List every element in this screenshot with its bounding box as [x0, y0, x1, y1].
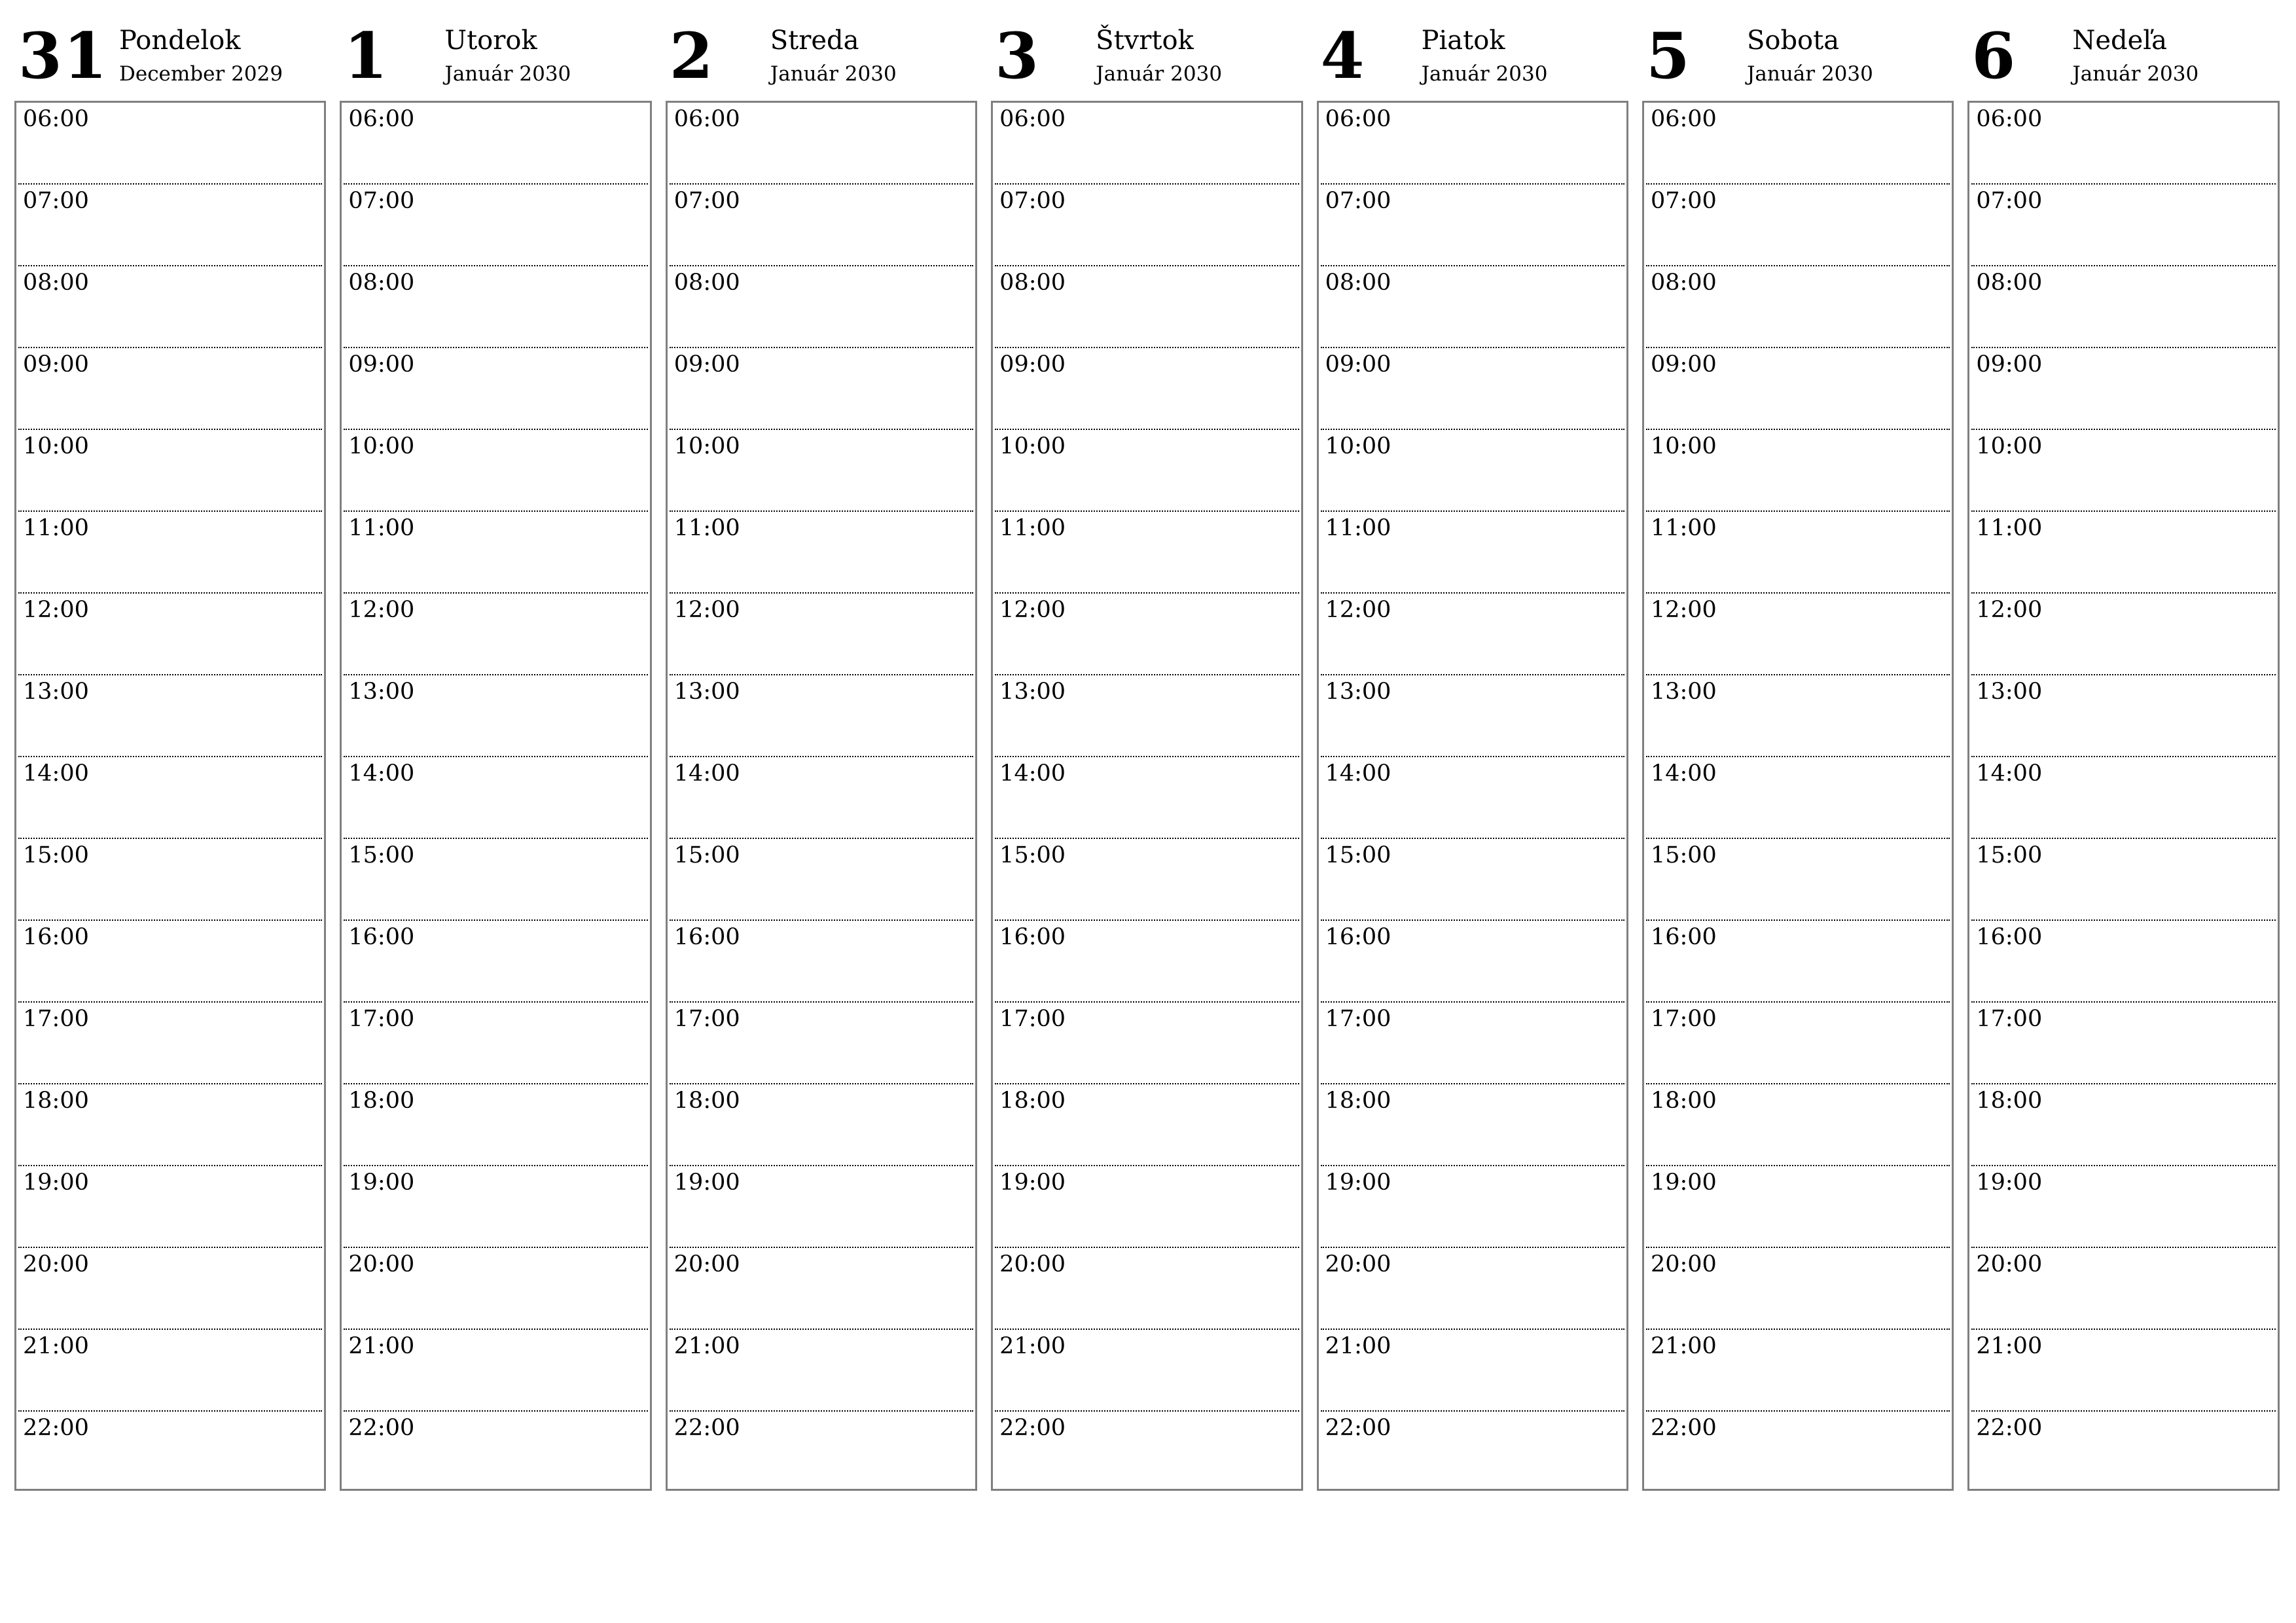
day-month: December 2029	[119, 62, 283, 86]
time-label: 18:00	[999, 1088, 1066, 1114]
time-label: 11:00	[1976, 515, 2043, 541]
day-month: Január 2030	[1096, 62, 1223, 86]
time-slot	[1646, 757, 1950, 839]
time-slot	[668, 1412, 975, 1493]
time-label: 14:00	[1325, 760, 1391, 787]
time-label: 22:00	[23, 1415, 89, 1441]
time-slot	[344, 1084, 647, 1166]
time-label: 14:00	[1650, 760, 1717, 787]
time-slot	[1971, 594, 2275, 675]
day-number: 5	[1645, 19, 1691, 93]
time-slot	[1969, 1412, 2277, 1493]
time-slot	[1321, 1248, 1624, 1330]
time-label: 16:00	[1650, 924, 1717, 950]
time-slot	[18, 675, 322, 757]
time-label: 07:00	[999, 188, 1066, 214]
time-label: 14:00	[999, 760, 1066, 787]
day-number: 6	[1971, 19, 2017, 93]
time-label: 16:00	[1976, 924, 2043, 950]
time-slot	[344, 839, 647, 921]
day-name: Piatok	[1421, 26, 1505, 56]
day-schedule-box	[14, 101, 326, 1491]
day-name: Streda	[770, 26, 859, 56]
time-slot	[344, 512, 647, 594]
time-label: 17:00	[1325, 1006, 1391, 1032]
time-label: 21:00	[23, 1333, 89, 1359]
time-label: 12:00	[23, 597, 89, 623]
time-slot	[1646, 348, 1950, 430]
time-slot	[995, 266, 1299, 348]
day-name: Sobota	[1746, 26, 1840, 56]
time-label: 08:00	[1650, 270, 1717, 296]
time-slot	[1971, 757, 2275, 839]
time-label: 10:00	[348, 433, 415, 459]
time-slot	[1646, 1248, 1950, 1330]
time-label: 19:00	[1976, 1169, 2043, 1196]
time-label: 19:00	[1650, 1169, 1717, 1196]
time-slot	[16, 1412, 324, 1493]
time-label: 06:00	[1650, 106, 1717, 132]
time-slot	[344, 921, 647, 1003]
time-slot	[1971, 1248, 2275, 1330]
time-label: 15:00	[23, 842, 89, 868]
time-slot	[1646, 675, 1950, 757]
time-label: 17:00	[999, 1006, 1066, 1032]
time-label: 18:00	[23, 1088, 89, 1114]
time-label: 20:00	[1976, 1251, 2043, 1277]
day-number: 4	[1320, 19, 1366, 93]
time-slot	[1321, 839, 1624, 921]
time-slot	[670, 675, 973, 757]
time-label: 10:00	[1650, 433, 1717, 459]
time-slot	[1646, 430, 1950, 512]
day-name: Pondelok	[119, 26, 241, 56]
time-slot	[1646, 185, 1950, 266]
time-slot	[344, 1330, 647, 1412]
time-label: 07:00	[23, 188, 89, 214]
time-slot	[670, 1084, 973, 1166]
time-slot	[18, 594, 322, 675]
time-slot	[1321, 266, 1624, 348]
day-month: Január 2030	[444, 62, 571, 86]
time-label: 13:00	[999, 679, 1066, 705]
time-label: 06:00	[1976, 106, 2043, 132]
day-header	[340, 20, 651, 101]
time-label: 18:00	[1650, 1088, 1717, 1114]
time-label: 10:00	[999, 433, 1066, 459]
time-label: 08:00	[1325, 270, 1391, 296]
time-label: 15:00	[1976, 842, 2043, 868]
time-label: 17:00	[1650, 1006, 1717, 1032]
time-label: 09:00	[1325, 351, 1391, 378]
day-header	[666, 20, 977, 101]
time-slot	[1321, 594, 1624, 675]
time-slot	[1321, 921, 1624, 1003]
time-label: 15:00	[1325, 842, 1391, 868]
time-label: 22:00	[1976, 1415, 2043, 1441]
day-header	[991, 20, 1302, 101]
time-slot	[18, 1248, 322, 1330]
time-label: 21:00	[1325, 1333, 1391, 1359]
time-slot	[993, 1412, 1300, 1493]
time-slot	[1646, 266, 1950, 348]
time-label: 21:00	[1650, 1333, 1717, 1359]
time-label: 21:00	[999, 1333, 1066, 1359]
time-slot	[18, 839, 322, 921]
time-slot	[344, 266, 647, 348]
time-slot	[1646, 1166, 1950, 1248]
time-label: 13:00	[1325, 679, 1391, 705]
time-slot	[1321, 430, 1624, 512]
time-label: 07:00	[1976, 188, 2043, 214]
time-slot	[1971, 921, 2275, 1003]
time-label: 17:00	[673, 1006, 740, 1032]
time-label: 18:00	[348, 1088, 415, 1114]
time-label: 17:00	[23, 1006, 89, 1032]
time-label: 12:00	[673, 597, 740, 623]
time-label: 20:00	[1325, 1251, 1391, 1277]
time-slot	[1321, 348, 1624, 430]
time-label: 11:00	[673, 515, 740, 541]
time-slot	[1646, 1330, 1950, 1412]
time-slot	[1646, 1084, 1950, 1166]
time-label: 19:00	[348, 1169, 415, 1196]
time-slot	[18, 921, 322, 1003]
time-label: 08:00	[999, 270, 1066, 296]
time-slot	[995, 1166, 1299, 1248]
time-slot	[18, 1166, 322, 1248]
time-label: 14:00	[673, 760, 740, 787]
time-label: 21:00	[673, 1333, 740, 1359]
time-slot	[1646, 594, 1950, 675]
time-slot	[1646, 1003, 1950, 1084]
time-label: 07:00	[1325, 188, 1391, 214]
time-label: 16:00	[348, 924, 415, 950]
time-label: 14:00	[348, 760, 415, 787]
day-schedule-box	[1967, 101, 2279, 1491]
time-label: 06:00	[999, 106, 1066, 132]
time-label: 12:00	[1325, 597, 1391, 623]
time-label: 14:00	[1976, 760, 2043, 787]
time-slot	[1971, 675, 2275, 757]
time-label: 06:00	[673, 106, 740, 132]
time-slot	[670, 185, 973, 266]
day-month: Január 2030	[2072, 62, 2199, 86]
time-slot	[995, 1330, 1299, 1412]
time-label: 09:00	[673, 351, 740, 378]
time-slot	[995, 185, 1299, 266]
time-label: 22:00	[348, 1415, 415, 1441]
time-slot	[1321, 675, 1624, 757]
time-slot	[1971, 1003, 2275, 1084]
time-slot	[344, 430, 647, 512]
time-label: 06:00	[348, 106, 415, 132]
time-slot	[995, 594, 1299, 675]
time-slot	[18, 266, 322, 348]
time-label: 17:00	[348, 1006, 415, 1032]
time-slot	[1971, 839, 2275, 921]
time-label: 10:00	[673, 433, 740, 459]
time-slot	[995, 1248, 1299, 1330]
time-label: 09:00	[1976, 351, 2043, 378]
time-slot	[18, 103, 322, 185]
day-number: 2	[669, 19, 715, 93]
time-label: 22:00	[673, 1415, 740, 1441]
time-label: 12:00	[1650, 597, 1717, 623]
time-slot	[1321, 1166, 1624, 1248]
time-slot	[1321, 1003, 1624, 1084]
time-label: 06:00	[23, 106, 89, 132]
time-slot	[1321, 757, 1624, 839]
time-slot	[670, 1003, 973, 1084]
day-schedule-box	[340, 101, 651, 1491]
day-column	[1967, 20, 2279, 1491]
time-label: 08:00	[348, 270, 415, 296]
time-slot	[344, 1248, 647, 1330]
time-label: 11:00	[23, 515, 89, 541]
time-label: 19:00	[673, 1169, 740, 1196]
day-column	[1642, 20, 1954, 1491]
time-label: 08:00	[1976, 270, 2043, 296]
time-label: 13:00	[1650, 679, 1717, 705]
day-schedule-box	[666, 101, 977, 1491]
time-slot	[18, 1003, 322, 1084]
time-slot	[995, 839, 1299, 921]
time-label: 18:00	[673, 1088, 740, 1114]
time-label: 18:00	[1325, 1088, 1391, 1114]
time-slot	[995, 921, 1299, 1003]
time-label: 15:00	[673, 842, 740, 868]
time-label: 16:00	[673, 924, 740, 950]
time-label: 20:00	[999, 1251, 1066, 1277]
time-label: 22:00	[1650, 1415, 1717, 1441]
time-slot	[1971, 430, 2275, 512]
time-slot	[670, 266, 973, 348]
time-slot	[1971, 266, 2275, 348]
time-label: 21:00	[348, 1333, 415, 1359]
day-header	[1967, 20, 2279, 101]
day-column	[666, 20, 977, 1491]
time-slot	[1971, 103, 2275, 185]
time-label: 09:00	[1650, 351, 1717, 378]
time-slot	[670, 1248, 973, 1330]
day-number: 3	[995, 19, 1040, 93]
time-label: 08:00	[673, 270, 740, 296]
time-slot	[1646, 839, 1950, 921]
time-slot	[995, 1084, 1299, 1166]
time-slot	[670, 430, 973, 512]
time-label: 12:00	[348, 597, 415, 623]
time-slot	[670, 103, 973, 185]
time-label: 08:00	[23, 270, 89, 296]
time-label: 18:00	[1976, 1088, 2043, 1114]
time-slot	[18, 1084, 322, 1166]
day-name: Nedeľa	[2072, 26, 2167, 56]
time-label: 22:00	[999, 1415, 1066, 1441]
time-slot	[995, 348, 1299, 430]
day-header	[1317, 20, 1628, 101]
time-label: 16:00	[1325, 924, 1391, 950]
time-slot	[670, 921, 973, 1003]
time-slot	[1319, 1412, 1626, 1493]
time-label: 19:00	[999, 1169, 1066, 1196]
time-slot	[344, 185, 647, 266]
day-column	[991, 20, 1302, 1491]
time-slot	[670, 594, 973, 675]
time-slot	[18, 512, 322, 594]
time-label: 15:00	[348, 842, 415, 868]
time-label: 09:00	[23, 351, 89, 378]
time-label: 13:00	[1976, 679, 2043, 705]
time-slot	[670, 1330, 973, 1412]
day-name: Utorok	[444, 26, 537, 56]
time-slot	[995, 675, 1299, 757]
time-label: 11:00	[1650, 515, 1717, 541]
time-slot	[670, 512, 973, 594]
time-slot	[1646, 512, 1950, 594]
time-label: 06:00	[1325, 106, 1391, 132]
time-label: 13:00	[673, 679, 740, 705]
time-slot	[1321, 103, 1624, 185]
time-label: 15:00	[999, 842, 1066, 868]
time-slot	[18, 757, 322, 839]
day-schedule-box	[1317, 101, 1628, 1491]
time-label: 11:00	[348, 515, 415, 541]
time-slot	[342, 1412, 649, 1493]
time-slot	[344, 757, 647, 839]
time-label: 14:00	[23, 760, 89, 787]
time-label: 12:00	[1976, 597, 2043, 623]
time-label: 20:00	[1650, 1251, 1717, 1277]
time-label: 15:00	[1650, 842, 1717, 868]
time-label: 12:00	[999, 597, 1066, 623]
time-slot	[1971, 1166, 2275, 1248]
time-label: 22:00	[1325, 1415, 1391, 1441]
time-slot	[995, 757, 1299, 839]
time-label: 16:00	[23, 924, 89, 950]
time-label: 20:00	[673, 1251, 740, 1277]
time-slot	[344, 1166, 647, 1248]
time-slot	[1971, 512, 2275, 594]
time-label: 19:00	[23, 1169, 89, 1196]
day-number: 1	[344, 19, 389, 93]
time-label: 19:00	[1325, 1169, 1391, 1196]
time-label: 17:00	[1976, 1006, 2043, 1032]
time-label: 07:00	[348, 188, 415, 214]
day-month: Január 2030	[1421, 62, 1548, 86]
time-slot	[1971, 348, 2275, 430]
time-label: 07:00	[1650, 188, 1717, 214]
time-slot	[1321, 512, 1624, 594]
day-schedule-box	[991, 101, 1302, 1491]
time-label: 13:00	[23, 679, 89, 705]
day-column	[340, 20, 651, 1491]
time-slot	[670, 757, 973, 839]
time-slot	[1644, 1412, 1952, 1493]
time-label: 10:00	[23, 433, 89, 459]
time-slot	[344, 594, 647, 675]
time-slot	[995, 430, 1299, 512]
time-slot	[18, 185, 322, 266]
time-slot	[670, 839, 973, 921]
weekly-planner	[14, 20, 2289, 1491]
day-month: Január 2030	[770, 62, 897, 86]
time-slot	[344, 103, 647, 185]
time-slot	[18, 1330, 322, 1412]
day-column	[14, 20, 326, 1491]
time-slot	[1971, 1084, 2275, 1166]
time-slot	[18, 430, 322, 512]
time-slot	[1646, 103, 1950, 185]
time-label: 10:00	[1976, 433, 2043, 459]
day-header	[1642, 20, 1954, 101]
time-label: 20:00	[348, 1251, 415, 1277]
time-label: 21:00	[1976, 1333, 2043, 1359]
time-slot	[995, 103, 1299, 185]
time-label: 07:00	[673, 188, 740, 214]
time-slot	[1321, 1330, 1624, 1412]
time-slot	[670, 1166, 973, 1248]
time-label: 13:00	[348, 679, 415, 705]
time-label: 16:00	[999, 924, 1066, 950]
time-slot	[995, 512, 1299, 594]
time-label: 09:00	[999, 351, 1066, 378]
day-schedule-box	[1642, 101, 1954, 1491]
time-slot	[1321, 185, 1624, 266]
time-label: 20:00	[23, 1251, 89, 1277]
day-name: Štvrtok	[1096, 26, 1194, 56]
time-slot	[18, 348, 322, 430]
day-number: 31	[18, 19, 109, 93]
time-slot	[995, 1003, 1299, 1084]
time-slot	[344, 348, 647, 430]
day-header	[14, 20, 326, 101]
time-slot	[1321, 1084, 1624, 1166]
day-month: Január 2030	[1746, 62, 1873, 86]
time-slot	[670, 348, 973, 430]
time-slot	[344, 1003, 647, 1084]
time-label: 09:00	[348, 351, 415, 378]
day-column	[1317, 20, 1628, 1491]
time-slot	[1646, 921, 1950, 1003]
time-slot	[1971, 1330, 2275, 1412]
time-slot	[1971, 185, 2275, 266]
time-label: 11:00	[999, 515, 1066, 541]
time-label: 11:00	[1325, 515, 1391, 541]
time-slot	[344, 675, 647, 757]
time-label: 10:00	[1325, 433, 1391, 459]
